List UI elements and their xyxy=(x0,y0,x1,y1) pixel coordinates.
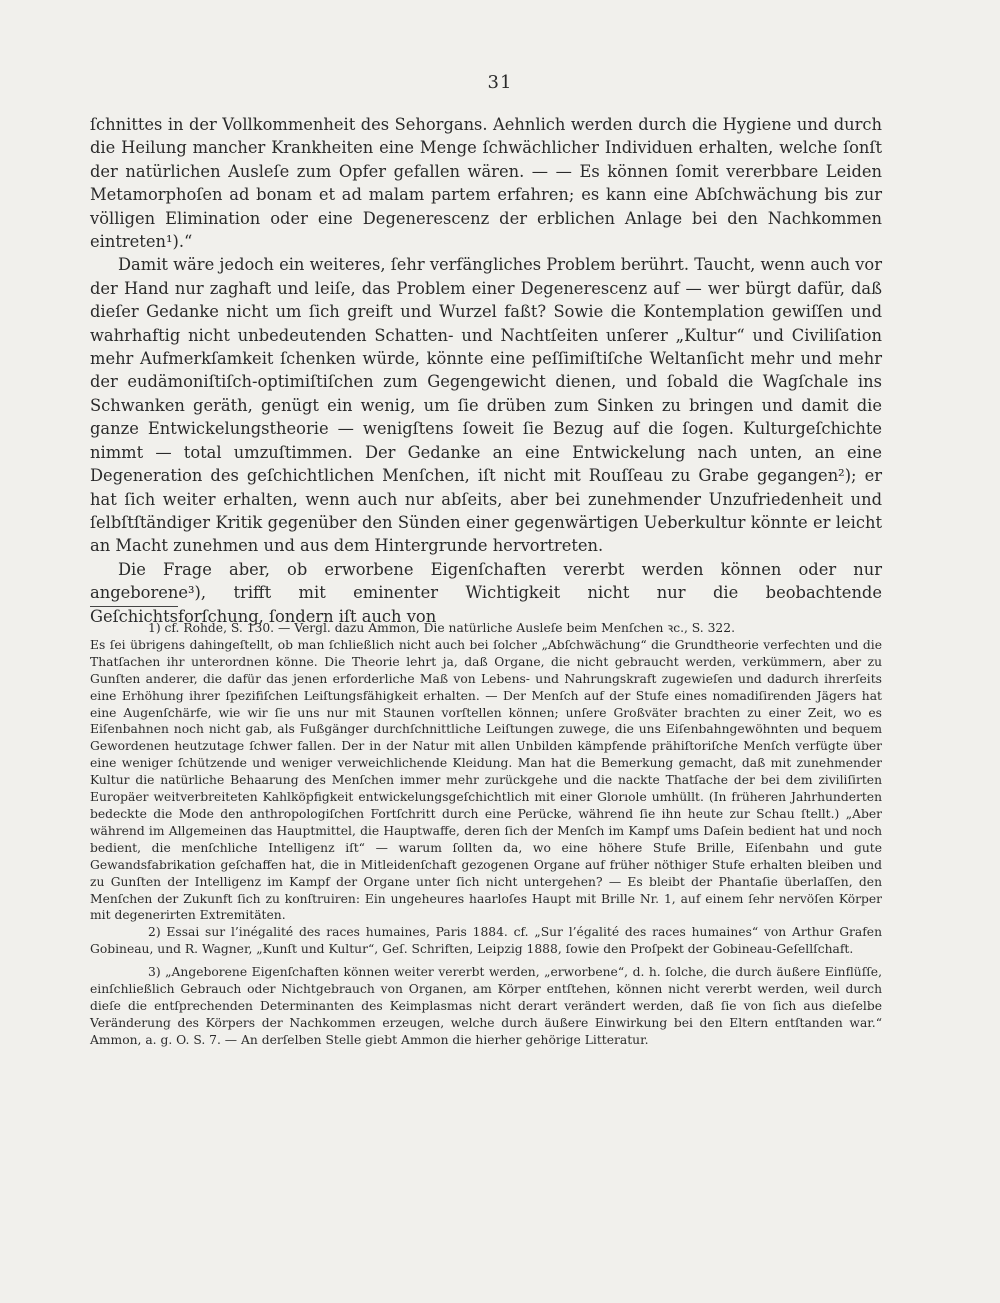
footnote-divider xyxy=(90,606,178,607)
paragraph-2: Damit wäre jedoch ein weiteres, ſehr verfängliches Problem berührt. Taucht, wenn auch vor der Hand nur zaghaft und leiſe, das Problem einer Degenerescenz auf — wer bürgt dafür, daß dieſer Gedanke nicht um ſich greift und Wurzel faßt? Sowie die Kontemplation gewiſſen und wahrhaftig nicht unbedeutenden Schatten- und Nachtſeiten unſerer „Kultur“ und Civiliſation mehr Aufmerkſamkeit ſchenken würde, könnte eine peſſimiſtiſche Weltanſicht mehr und mehr der eudämoniſtiſch-optimiſtiſchen zum Gegengewicht dienen, und ſobald die Wagſchale ins Schwanken geräth, genügt ein wenig, um ſie drüben zum Sinken zu bringen und damit die ganze Entwickelungstheorie — wenigſtens ſoweit ſie Bezug auf die ſogen. Kulturgeſchichte nimmt — total umzuſtimmen. Der Gedanke an eine Entwickelung nach unten, an eine Degeneration des geſchichtlichen Menſchen, iſt nicht mit Rouſſeau zu Grabe gegangen²); er hat ſich weiter erhalten, wenn auch nur abſeits, aber bei zunehmender Unzufriedenheit und ſelbſtſtändiger Kritik gegenüber den Sünden einer gegenwärtigen Ueberkultur könnte er leicht an Macht zunehmen und aus dem Hintergrunde hervortreten. xyxy=(90,255,882,556)
paragraph-3: Die Frage aber, ob erworbene Eigenſchaften vererbt werden können oder nur angeborene³), trifft mit eminenter Wichtigkeit nicht nur die beobachtende Geſchichtsforſchung, ſondern iſt auch von xyxy=(90,559,882,626)
footnote-1-continuation: Es ſei übrigens dahingeſtellt, ob man ſchließlich nicht auch bei ſolcher „Abſchwächung“ die Grundtheorie verfechten und die Thatſachen ihr unterordnen könne. Die Theorie lehrt ja, daß Organe, die nicht gebraucht werden, verkümmern, aber zu Gunſten anderer, die dafür das jenen erforderliche Maß von Lebens- und Nahrungskraft zugewieſen und dadurch ihrerſeits eine Erhöhung ihrer ſpezifiſchen Leiſtungsfähigkeit erhalten. — Der Menſch auf der Stufe eines nomadiſirenden Jägers hat eine Augenſchärfe, wie wir ſie uns nur mit Staunen vorſtellen können; unſere Großväter brachten zu einer Zeit, wo es Eiſenbahnen noch nicht gab, als Fußgänger durchſchnittliche Leiſtungen zuwege, die uns Eiſenbahngewöhnten und bequem Gewordenen heutzutage ſchwer fallen. Der in der Natur mit allen Unbilden kämpfende prähiſtoriſche Menſch verfügte über eine weniger ſchützende und weniger verweichlichende Kleidung. Man hat die Bemerkung gemacht, daß mit zunehmender Kultur die natürliche Behaarung des Menſchen immer mehr zurückgehe und die nackte Thatſache der bei dem ziviliſirten Europäer weitverbreiteten Kahlköpfigkeit entwickelungsgeſchichtlich mit einer Glorıole umhüllt. (In früheren Jahrhunderten bedeckte die Mode den anthropologiſchen Fortſchritt durch eine Perücke, während ſie ihn heute zur Schau ſtellt.) „Aber während im Allgemeinen das Hauptmittel, die Hauptwaffe, deren ſich der Menſch im Kampf ums Daſein bedient hat und noch bedient, die menſchliche Intelligenz iſt“ — warum ſollten da, wo eine höhere Stufe Brille, Eiſenbahn und gute Gewandsfabrikation geſchaffen hat, die in Mitleidenſchaft gezogenen Organe auf früher nöthiger Stufe erhalten bleiben und zu Gunſten der Intelligenz im Kampf der Organe unter ſich nicht untergehen? — Es bleibt der Phantaſie überlaſſen, den Menſchen der Zukunft ſich zu konſtruiren: Ein ungeheures haarloſes Haupt mit Brille Nr. 1, auf einem ſehr nervöſen Körper mit degenerirten Extremitäten. xyxy=(90,637,882,923)
paragraph-1: ſchnittes in der Vollkommenheit des Sehorgans. Aehnlich werden durch die Hygiene und durch die Heilung mancher Krankheiten eine Menge ſchwächlicher Individuen erhalten, welche ſonſt der natürlichen Ausleſe zum Opfer gefallen wären. — — Es können ſomit vererbbare Leiden Metamorphoſen ad bonam et ad malam partem erfahren; es kann eine Abſchwächung bis zur völligen Elimination oder eine Degenerescenz der erblichen Anlage bei den Nachkommen eintreten¹).“ xyxy=(90,115,882,252)
footnote-1: 1) cf. Rohde, S. 130. — Vergl. dazu Ammon, Die natürliche Ausleſe beim Menſchen ꝛc., S. 322. xyxy=(148,621,735,635)
footnote-2: 2) Essai sur l’inégalité des races humaines, Paris 1884. cf. „Sur l’égalité des races humaines“ von Arthur Grafen Gobineau, und R. Wagner, „Kunſt und Kultur“, Geſ. Schriften, Leipzig 1888, ſowie den Proſpekt der Gobineau-Geſellſchaft. xyxy=(90,925,882,957)
body-text xyxy=(90,113,882,628)
footnote-3: 3) „Angeborene Eigenſchaften können weiter vererbt werden, „erworbene“, d. h. ſolche, die durch äußere Einflüſſe, einſchließlich Gebrauch oder Nichtgebrauch von Organen, am Körper entſtehen, können nicht vererbt werden, weil durch dieſe die entſprechenden Determinanten des Keimplasmas nicht derart verändert werden, daß ſie von ſich aus dieſelbe Veränderung des Körpers der Nachkommen erzeugen, welche durch äußere Einwirkung bei den Eltern entſtanden war.“ Ammon, a. g. O. S. 7. — An derſelben Stelle giebt Ammon die hierher gehörige Litteratur. xyxy=(90,965,882,1047)
footnotes xyxy=(90,620,882,1049)
page-number: 31 xyxy=(487,72,513,93)
